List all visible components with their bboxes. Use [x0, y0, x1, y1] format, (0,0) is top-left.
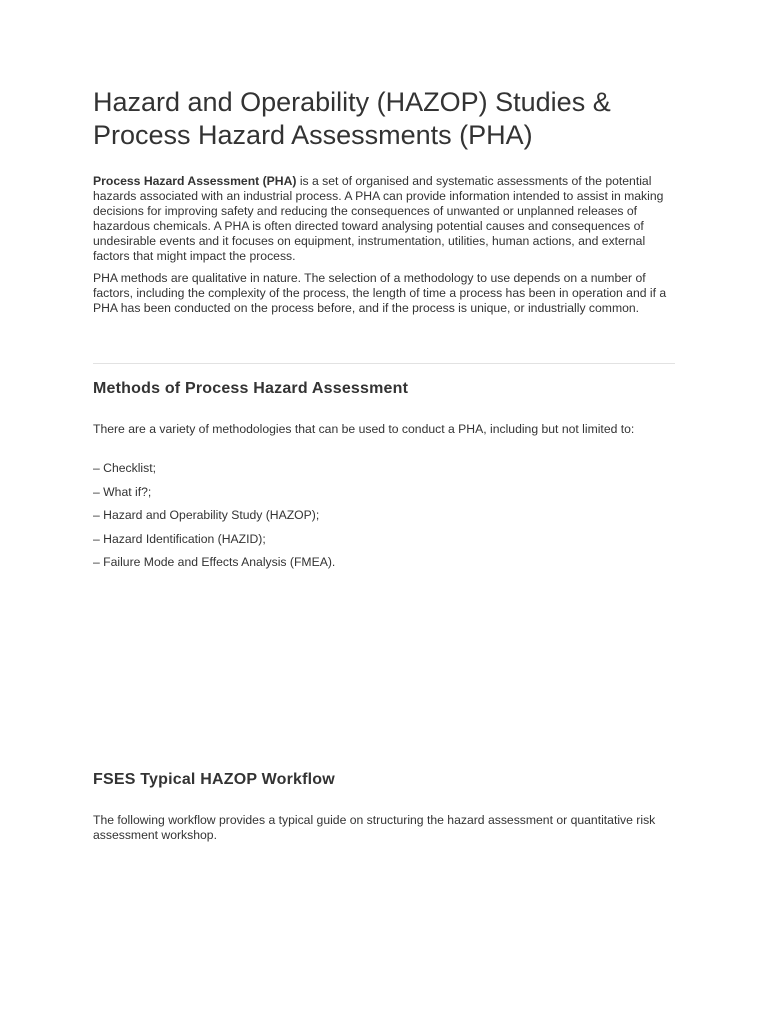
list-item: – Hazard and Operability Study (HAZOP); — [93, 508, 320, 523]
intro-paragraph — [93, 174, 675, 264]
intro-lead-text: is a set of organised and systematic assessments of the potential hazards associated with an industrial process. A PHA can provide information intended to assist in making decisions for improving safety and reducing the consequences of unwanted or unplanned releases of hazardous chemicals. A PHA is often directed toward analysing potential causes and consequences of undesirable events and it focuses on equipment, instrumentation, utilities, human actions, and external factors that might impact the process. — [93, 174, 664, 263]
methods-intro-paragraph: There are a variety of methodologies that can be used to conduct a PHA, including but not limited to: — [93, 422, 635, 436]
workflow-intro-paragraph: The following workflow provides a typical guide on structuring the hazard assessment or quantitative risk assessment workshop. — [93, 813, 656, 842]
list-item: – Hazard Identification (HAZID); — [93, 531, 266, 546]
methods-qualitative-paragraph: PHA methods are qualitative in nature. The selection of a methodology to use depends on a number of factors, including the complexity of the process, the length of time a process has been in operation and if a PHA has been conducted on the process before, and if the process is unique, or industrially common. — [93, 271, 667, 315]
list-item: – Failure Mode and Effects Analysis (FMEA). — [93, 555, 336, 570]
intro-lead-bold: Process Hazard Assessment (PHA) — [93, 174, 297, 188]
section-divider — [93, 363, 675, 364]
list-item: – What if?; — [93, 484, 152, 499]
methods-heading: Methods of Process Hazard Assessment — [93, 380, 409, 397]
page-title: Hazard and Operability (HAZOP) Studies & Process Hazard Assessments (PHA) — [93, 87, 611, 150]
list-item: – Checklist; — [93, 461, 156, 475]
workflow-heading: FSES Typical HAZOP Workflow — [93, 771, 335, 788]
methods-list — [93, 461, 335, 579]
